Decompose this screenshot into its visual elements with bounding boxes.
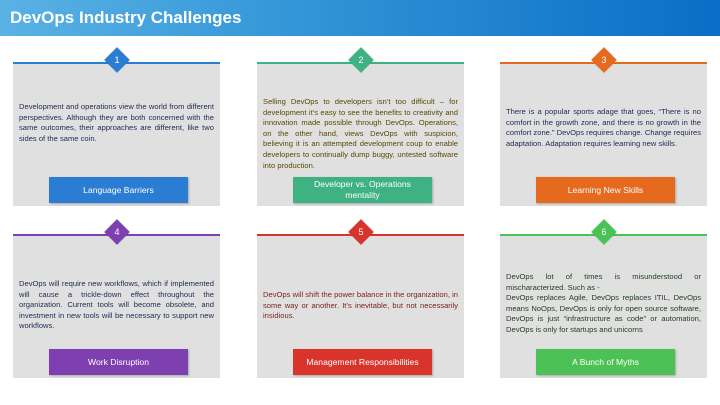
card-description <box>263 290 458 322</box>
badge-number: 4 <box>113 227 119 237</box>
badge-number: 5 <box>357 227 363 237</box>
description-line: DevOps lot of times is misunderstood or mischaracterized. Such as - <box>506 272 701 292</box>
number-badge <box>348 219 373 244</box>
management-responsibilities-button[interactable]: Management Responsibilities <box>293 349 432 375</box>
bunch-of-myths-button[interactable]: A Bunch of Myths <box>536 349 675 375</box>
description-line: There is a popular sports adage that goes, “There is no comfort in the growth zone, and there is no growth in the comfort zone.” DevOps requires change. Change requires adaptation. Adaptation requires learning new skills. <box>506 107 702 148</box>
learning-new-skills-button[interactable]: Learning New Skills <box>536 177 675 203</box>
title-bar <box>0 0 720 36</box>
badge-number: 2 <box>357 55 363 65</box>
number-badge <box>591 47 616 72</box>
badge-number: 1 <box>113 55 119 65</box>
description-line: Selling DevOps to developers isn’t too difficult – for development it’s easy to see the benefits to creativity and innovation made possible through DevOps. Operations, on the other hand, views DevOps with suspicion, believing it is an attempted development coup to enable developers to continually dump buggy, untested software into production. <box>263 97 458 170</box>
challenge-card-1 <box>13 55 220 206</box>
description-line: DevOps replaces Agile, DevOps replaces ITIL, DevOps means NoOps, DevOps is only for open source software, DevOps is just “infrastructure as code” or automation, DevOps is only for startups and unicorns <box>506 293 701 334</box>
page-title: DevOps Industry Challenges <box>10 8 242 27</box>
description-line: Development and operations view the world from different perspectives. Although they are both concerned with the same outcomes, their approaches are different, like two sides of the same coin. <box>19 102 214 143</box>
challenge-card-5 <box>257 227 464 378</box>
challenge-card-4 <box>13 227 220 378</box>
number-badge <box>348 47 373 72</box>
card-description <box>19 102 214 144</box>
language-barriers-button[interactable]: Language Barriers <box>49 177 188 203</box>
challenge-card-6 <box>500 227 707 378</box>
card-description <box>19 279 214 332</box>
description-line: DevOps will require new workflows, which if implemented will cause a trickle-down effect throughout the organization. Current tools will become obsolete, and investment in new tools will be necessary to support new workflows. <box>19 279 214 331</box>
number-badge <box>104 219 129 244</box>
number-badge <box>591 219 616 244</box>
challenge-card-2 <box>257 55 464 206</box>
badge-number: 3 <box>600 55 606 65</box>
card-description <box>506 272 701 336</box>
card-description <box>263 97 458 171</box>
number-badge <box>104 47 129 72</box>
work-disruption-button[interactable]: Work Disruption <box>49 349 188 375</box>
developer-vs-operations-button[interactable]: Developer vs. Operations mentality <box>293 177 432 203</box>
challenge-card-3 <box>500 55 707 206</box>
card-description <box>506 107 701 149</box>
description-line: DevOps will shift the power balance in the organization, in some way or another. It’s inevitable, but not necessarily insidious. <box>263 290 458 321</box>
badge-number: 6 <box>600 227 606 237</box>
